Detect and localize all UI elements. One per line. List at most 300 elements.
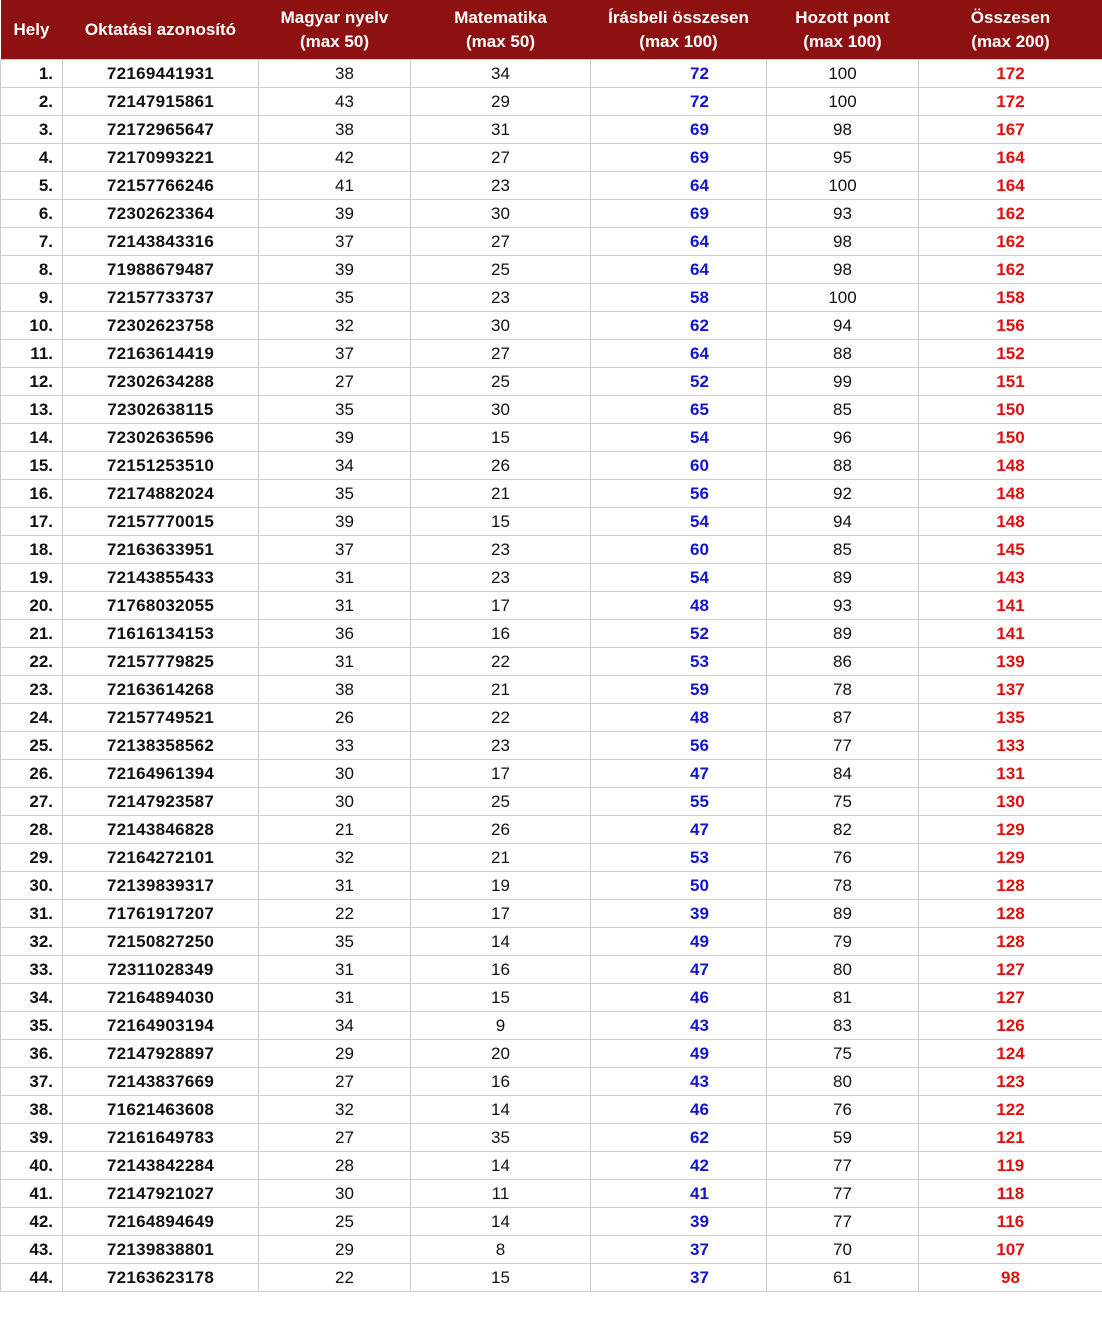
irasbeli-cell: 72 bbox=[591, 88, 767, 116]
magyar-cell: 31 bbox=[259, 984, 411, 1012]
osszesen-cell: 118 bbox=[919, 1180, 1102, 1208]
rank-cell: 35. bbox=[1, 1012, 63, 1040]
magyar-cell: 37 bbox=[259, 536, 411, 564]
rank-cell: 41. bbox=[1, 1180, 63, 1208]
osszesen-cell: 128 bbox=[919, 872, 1102, 900]
matematika-cell: 17 bbox=[411, 760, 591, 788]
rank-cell: 30. bbox=[1, 872, 63, 900]
rank-cell: 1. bbox=[1, 60, 63, 88]
table-row bbox=[1, 60, 1102, 88]
table-row bbox=[1, 368, 1102, 396]
rank-cell: 28. bbox=[1, 816, 63, 844]
id-cell: 72163633951 bbox=[63, 536, 259, 564]
osszesen-cell: 167 bbox=[919, 116, 1102, 144]
table-row bbox=[1, 1152, 1102, 1180]
hozott-cell: 100 bbox=[767, 60, 919, 88]
rank-cell: 5. bbox=[1, 172, 63, 200]
osszesen-cell: 130 bbox=[919, 788, 1102, 816]
osszesen-cell: 133 bbox=[919, 732, 1102, 760]
irasbeli-cell: 59 bbox=[591, 676, 767, 704]
irasbeli-cell: 37 bbox=[591, 1264, 767, 1292]
irasbeli-cell: 47 bbox=[591, 760, 767, 788]
matematika-cell: 9 bbox=[411, 1012, 591, 1040]
magyar-cell: 25 bbox=[259, 1208, 411, 1236]
magyar-cell: 21 bbox=[259, 816, 411, 844]
id-cell: 72143855433 bbox=[63, 564, 259, 592]
rank-cell: 21. bbox=[1, 620, 63, 648]
irasbeli-cell: 54 bbox=[591, 564, 767, 592]
id-cell: 72163614419 bbox=[63, 340, 259, 368]
rank-cell: 6. bbox=[1, 200, 63, 228]
hozott-cell: 79 bbox=[767, 928, 919, 956]
table-row bbox=[1, 1096, 1102, 1124]
hozott-cell: 86 bbox=[767, 648, 919, 676]
magyar-cell: 38 bbox=[259, 676, 411, 704]
rank-cell: 44. bbox=[1, 1264, 63, 1292]
hozott-cell: 77 bbox=[767, 732, 919, 760]
col-header-matematika bbox=[411, 0, 591, 60]
matematika-cell: 23 bbox=[411, 536, 591, 564]
col-header-matematika-label: Matematika bbox=[454, 8, 547, 28]
matematika-cell: 21 bbox=[411, 676, 591, 704]
magyar-cell: 27 bbox=[259, 1068, 411, 1096]
rank-cell: 16. bbox=[1, 480, 63, 508]
irasbeli-cell: 48 bbox=[591, 704, 767, 732]
osszesen-cell: 162 bbox=[919, 228, 1102, 256]
osszesen-cell: 139 bbox=[919, 648, 1102, 676]
osszesen-cell: 150 bbox=[919, 424, 1102, 452]
osszesen-cell: 123 bbox=[919, 1068, 1102, 1096]
magyar-cell: 28 bbox=[259, 1152, 411, 1180]
matematika-cell: 8 bbox=[411, 1236, 591, 1264]
hozott-cell: 59 bbox=[767, 1124, 919, 1152]
osszesen-cell: 124 bbox=[919, 1040, 1102, 1068]
hozott-cell: 85 bbox=[767, 536, 919, 564]
id-cell: 72150827250 bbox=[63, 928, 259, 956]
irasbeli-cell: 60 bbox=[591, 536, 767, 564]
table-row bbox=[1, 620, 1102, 648]
col-header-oktatasi-azonosito-label: Oktatási azonosító bbox=[84, 19, 237, 39]
id-cell: 72164961394 bbox=[63, 760, 259, 788]
hozott-cell: 76 bbox=[767, 1096, 919, 1124]
irasbeli-cell: 69 bbox=[591, 200, 767, 228]
magyar-cell: 42 bbox=[259, 144, 411, 172]
rank-cell: 11. bbox=[1, 340, 63, 368]
osszesen-cell: 158 bbox=[919, 284, 1102, 312]
id-cell: 72161649783 bbox=[63, 1124, 259, 1152]
rank-cell: 12. bbox=[1, 368, 63, 396]
table-row bbox=[1, 648, 1102, 676]
hozott-cell: 81 bbox=[767, 984, 919, 1012]
id-cell: 72143846828 bbox=[63, 816, 259, 844]
table-row bbox=[1, 536, 1102, 564]
matematika-cell: 23 bbox=[411, 564, 591, 592]
rank-cell: 15. bbox=[1, 452, 63, 480]
id-cell: 71768032055 bbox=[63, 592, 259, 620]
matematika-cell: 31 bbox=[411, 116, 591, 144]
table-row bbox=[1, 312, 1102, 340]
id-cell: 72143837669 bbox=[63, 1068, 259, 1096]
osszesen-cell: 128 bbox=[919, 928, 1102, 956]
hozott-cell: 88 bbox=[767, 452, 919, 480]
rank-cell: 22. bbox=[1, 648, 63, 676]
id-cell: 71616134153 bbox=[63, 620, 259, 648]
matematika-cell: 14 bbox=[411, 928, 591, 956]
osszesen-cell: 128 bbox=[919, 900, 1102, 928]
matematika-cell: 14 bbox=[411, 1208, 591, 1236]
irasbeli-cell: 55 bbox=[591, 788, 767, 816]
matematika-cell: 34 bbox=[411, 60, 591, 88]
rank-cell: 9. bbox=[1, 284, 63, 312]
col-header-irasbeli-osszesen-label: Írásbeli összesen bbox=[608, 8, 749, 28]
table-row bbox=[1, 872, 1102, 900]
matematika-cell: 17 bbox=[411, 592, 591, 620]
osszesen-cell: 116 bbox=[919, 1208, 1102, 1236]
hozott-cell: 100 bbox=[767, 284, 919, 312]
table-row bbox=[1, 116, 1102, 144]
id-cell: 71621463608 bbox=[63, 1096, 259, 1124]
id-cell: 72164894649 bbox=[63, 1208, 259, 1236]
matematika-cell: 20 bbox=[411, 1040, 591, 1068]
table-row bbox=[1, 844, 1102, 872]
magyar-cell: 34 bbox=[259, 1012, 411, 1040]
hozott-cell: 80 bbox=[767, 956, 919, 984]
matematika-cell: 11 bbox=[411, 1180, 591, 1208]
hozott-cell: 76 bbox=[767, 844, 919, 872]
id-cell: 72170993221 bbox=[63, 144, 259, 172]
rank-cell: 32. bbox=[1, 928, 63, 956]
table-row bbox=[1, 452, 1102, 480]
osszesen-cell: 143 bbox=[919, 564, 1102, 592]
id-cell: 72302623364 bbox=[63, 200, 259, 228]
id-cell: 72302634288 bbox=[63, 368, 259, 396]
hozott-cell: 82 bbox=[767, 816, 919, 844]
matematika-cell: 27 bbox=[411, 228, 591, 256]
magyar-cell: 36 bbox=[259, 620, 411, 648]
irasbeli-cell: 43 bbox=[591, 1012, 767, 1040]
matematika-cell: 25 bbox=[411, 368, 591, 396]
col-header-oktatasi-azonosito bbox=[63, 0, 259, 60]
matematika-cell: 30 bbox=[411, 200, 591, 228]
osszesen-cell: 152 bbox=[919, 340, 1102, 368]
hozott-cell: 77 bbox=[767, 1180, 919, 1208]
table-row bbox=[1, 1264, 1102, 1292]
id-cell: 72157733737 bbox=[63, 284, 259, 312]
matematika-cell: 23 bbox=[411, 732, 591, 760]
magyar-cell: 35 bbox=[259, 480, 411, 508]
matematika-cell: 15 bbox=[411, 984, 591, 1012]
id-cell: 72164272101 bbox=[63, 844, 259, 872]
col-header-hozott-pont bbox=[767, 0, 919, 60]
irasbeli-cell: 42 bbox=[591, 1152, 767, 1180]
matematika-cell: 14 bbox=[411, 1152, 591, 1180]
magyar-cell: 27 bbox=[259, 368, 411, 396]
matematika-cell: 25 bbox=[411, 788, 591, 816]
osszesen-cell: 151 bbox=[919, 368, 1102, 396]
magyar-cell: 33 bbox=[259, 732, 411, 760]
magyar-cell: 35 bbox=[259, 928, 411, 956]
rank-cell: 18. bbox=[1, 536, 63, 564]
id-cell: 72311028349 bbox=[63, 956, 259, 984]
rank-cell: 36. bbox=[1, 1040, 63, 1068]
rank-cell: 24. bbox=[1, 704, 63, 732]
table-row bbox=[1, 424, 1102, 452]
osszesen-cell: 164 bbox=[919, 172, 1102, 200]
table-row bbox=[1, 1124, 1102, 1152]
matematika-cell: 23 bbox=[411, 284, 591, 312]
col-header-osszesen-sub: (max 200) bbox=[971, 31, 1050, 51]
hozott-cell: 80 bbox=[767, 1068, 919, 1096]
magyar-cell: 37 bbox=[259, 340, 411, 368]
osszesen-cell: 121 bbox=[919, 1124, 1102, 1152]
rank-cell: 27. bbox=[1, 788, 63, 816]
magyar-cell: 38 bbox=[259, 116, 411, 144]
matematika-cell: 25 bbox=[411, 256, 591, 284]
matematika-cell: 29 bbox=[411, 88, 591, 116]
table-row bbox=[1, 564, 1102, 592]
magyar-cell: 31 bbox=[259, 956, 411, 984]
magyar-cell: 26 bbox=[259, 704, 411, 732]
matematika-cell: 30 bbox=[411, 396, 591, 424]
header-row bbox=[1, 0, 1102, 60]
id-cell: 72157770015 bbox=[63, 508, 259, 536]
id-cell: 72302623758 bbox=[63, 312, 259, 340]
irasbeli-cell: 39 bbox=[591, 900, 767, 928]
matematika-cell: 21 bbox=[411, 480, 591, 508]
id-cell: 71761917207 bbox=[63, 900, 259, 928]
matematika-cell: 26 bbox=[411, 452, 591, 480]
irasbeli-cell: 53 bbox=[591, 844, 767, 872]
magyar-cell: 39 bbox=[259, 256, 411, 284]
magyar-cell: 29 bbox=[259, 1040, 411, 1068]
matematika-cell: 22 bbox=[411, 648, 591, 676]
osszesen-cell: 150 bbox=[919, 396, 1102, 424]
col-header-matematika-sub: (max 50) bbox=[466, 31, 535, 51]
table-row bbox=[1, 1068, 1102, 1096]
id-cell: 72164903194 bbox=[63, 1012, 259, 1040]
osszesen-cell: 135 bbox=[919, 704, 1102, 732]
hozott-cell: 75 bbox=[767, 1040, 919, 1068]
osszesen-cell: 148 bbox=[919, 508, 1102, 536]
id-cell: 72163614268 bbox=[63, 676, 259, 704]
col-header-irasbeli-osszesen bbox=[591, 0, 767, 60]
col-header-magyar-nyelv-label: Magyar nyelv bbox=[280, 8, 389, 28]
irasbeli-cell: 46 bbox=[591, 984, 767, 1012]
magyar-cell: 39 bbox=[259, 200, 411, 228]
osszesen-cell: 127 bbox=[919, 984, 1102, 1012]
matematika-cell: 22 bbox=[411, 704, 591, 732]
rank-cell: 7. bbox=[1, 228, 63, 256]
hozott-cell: 89 bbox=[767, 564, 919, 592]
irasbeli-cell: 62 bbox=[591, 312, 767, 340]
magyar-cell: 22 bbox=[259, 1264, 411, 1292]
rank-cell: 31. bbox=[1, 900, 63, 928]
table-row bbox=[1, 200, 1102, 228]
irasbeli-cell: 60 bbox=[591, 452, 767, 480]
magyar-cell: 39 bbox=[259, 508, 411, 536]
magyar-cell: 31 bbox=[259, 564, 411, 592]
hozott-cell: 100 bbox=[767, 88, 919, 116]
irasbeli-cell: 52 bbox=[591, 368, 767, 396]
table-row bbox=[1, 984, 1102, 1012]
magyar-cell: 41 bbox=[259, 172, 411, 200]
table-row bbox=[1, 592, 1102, 620]
table-row bbox=[1, 928, 1102, 956]
osszesen-cell: 129 bbox=[919, 844, 1102, 872]
id-cell: 72172965647 bbox=[63, 116, 259, 144]
table-row bbox=[1, 1040, 1102, 1068]
matematika-cell: 16 bbox=[411, 1068, 591, 1096]
rank-cell: 14. bbox=[1, 424, 63, 452]
hozott-cell: 94 bbox=[767, 312, 919, 340]
hozott-cell: 89 bbox=[767, 620, 919, 648]
table-row bbox=[1, 256, 1102, 284]
magyar-cell: 22 bbox=[259, 900, 411, 928]
col-header-magyar-nyelv bbox=[259, 0, 411, 60]
hozott-cell: 93 bbox=[767, 200, 919, 228]
osszesen-cell: 131 bbox=[919, 760, 1102, 788]
irasbeli-cell: 58 bbox=[591, 284, 767, 312]
magyar-cell: 35 bbox=[259, 284, 411, 312]
irasbeli-cell: 65 bbox=[591, 396, 767, 424]
rank-cell: 39. bbox=[1, 1124, 63, 1152]
irasbeli-cell: 69 bbox=[591, 116, 767, 144]
magyar-cell: 29 bbox=[259, 1236, 411, 1264]
irasbeli-cell: 69 bbox=[591, 144, 767, 172]
col-header-osszesen-label: Összesen bbox=[970, 8, 1051, 28]
osszesen-cell: 137 bbox=[919, 676, 1102, 704]
table-row bbox=[1, 676, 1102, 704]
rank-cell: 4. bbox=[1, 144, 63, 172]
irasbeli-cell: 56 bbox=[591, 732, 767, 760]
magyar-cell: 27 bbox=[259, 1124, 411, 1152]
col-header-hozott-pont-label: Hozott pont bbox=[795, 8, 890, 28]
table-row bbox=[1, 788, 1102, 816]
id-cell: 72169441931 bbox=[63, 60, 259, 88]
magyar-cell: 39 bbox=[259, 424, 411, 452]
table-row bbox=[1, 144, 1102, 172]
rank-cell: 34. bbox=[1, 984, 63, 1012]
irasbeli-cell: 41 bbox=[591, 1180, 767, 1208]
magyar-cell: 31 bbox=[259, 872, 411, 900]
rank-cell: 20. bbox=[1, 592, 63, 620]
matematika-cell: 35 bbox=[411, 1124, 591, 1152]
hozott-cell: 78 bbox=[767, 872, 919, 900]
magyar-cell: 30 bbox=[259, 1180, 411, 1208]
hozott-cell: 70 bbox=[767, 1236, 919, 1264]
irasbeli-cell: 64 bbox=[591, 340, 767, 368]
id-cell: 72147915861 bbox=[63, 88, 259, 116]
table-row bbox=[1, 228, 1102, 256]
magyar-cell: 32 bbox=[259, 312, 411, 340]
hozott-cell: 93 bbox=[767, 592, 919, 620]
magyar-cell: 31 bbox=[259, 648, 411, 676]
irasbeli-cell: 48 bbox=[591, 592, 767, 620]
rank-cell: 29. bbox=[1, 844, 63, 872]
id-cell: 72157779825 bbox=[63, 648, 259, 676]
irasbeli-cell: 62 bbox=[591, 1124, 767, 1152]
hozott-cell: 85 bbox=[767, 396, 919, 424]
rank-cell: 33. bbox=[1, 956, 63, 984]
irasbeli-cell: 52 bbox=[591, 620, 767, 648]
table-row bbox=[1, 1012, 1102, 1040]
matematika-cell: 21 bbox=[411, 844, 591, 872]
irasbeli-cell: 47 bbox=[591, 956, 767, 984]
matematika-cell: 19 bbox=[411, 872, 591, 900]
irasbeli-cell: 49 bbox=[591, 928, 767, 956]
rank-cell: 13. bbox=[1, 396, 63, 424]
id-cell: 72157749521 bbox=[63, 704, 259, 732]
id-cell: 72157766246 bbox=[63, 172, 259, 200]
rank-cell: 8. bbox=[1, 256, 63, 284]
magyar-cell: 37 bbox=[259, 228, 411, 256]
irasbeli-cell: 39 bbox=[591, 1208, 767, 1236]
osszesen-cell: 129 bbox=[919, 816, 1102, 844]
osszesen-cell: 172 bbox=[919, 60, 1102, 88]
hozott-cell: 98 bbox=[767, 228, 919, 256]
hozott-cell: 84 bbox=[767, 760, 919, 788]
rank-cell: 19. bbox=[1, 564, 63, 592]
rank-cell: 43. bbox=[1, 1236, 63, 1264]
col-header-hely bbox=[1, 0, 63, 60]
osszesen-cell: 141 bbox=[919, 620, 1102, 648]
id-cell: 72147921027 bbox=[63, 1180, 259, 1208]
table-row bbox=[1, 704, 1102, 732]
osszesen-cell: 172 bbox=[919, 88, 1102, 116]
id-cell: 72164894030 bbox=[63, 984, 259, 1012]
irasbeli-cell: 54 bbox=[591, 424, 767, 452]
irasbeli-cell: 49 bbox=[591, 1040, 767, 1068]
table-row bbox=[1, 480, 1102, 508]
osszesen-cell: 141 bbox=[919, 592, 1102, 620]
osszesen-cell: 98 bbox=[919, 1264, 1102, 1292]
hozott-cell: 98 bbox=[767, 116, 919, 144]
hozott-cell: 94 bbox=[767, 508, 919, 536]
table-row bbox=[1, 900, 1102, 928]
id-cell: 72139838801 bbox=[63, 1236, 259, 1264]
irasbeli-cell: 47 bbox=[591, 816, 767, 844]
id-cell: 72143842284 bbox=[63, 1152, 259, 1180]
hozott-cell: 77 bbox=[767, 1152, 919, 1180]
rank-cell: 38. bbox=[1, 1096, 63, 1124]
osszesen-cell: 162 bbox=[919, 256, 1102, 284]
matematika-cell: 30 bbox=[411, 312, 591, 340]
hozott-cell: 78 bbox=[767, 676, 919, 704]
id-cell: 72163623178 bbox=[63, 1264, 259, 1292]
id-cell: 71988679487 bbox=[63, 256, 259, 284]
matematika-cell: 23 bbox=[411, 172, 591, 200]
table-row bbox=[1, 396, 1102, 424]
table-row bbox=[1, 732, 1102, 760]
irasbeli-cell: 43 bbox=[591, 1068, 767, 1096]
irasbeli-cell: 56 bbox=[591, 480, 767, 508]
hozott-cell: 75 bbox=[767, 788, 919, 816]
col-header-magyar-nyelv-sub: (max 50) bbox=[300, 31, 369, 51]
id-cell: 72302636596 bbox=[63, 424, 259, 452]
matematika-cell: 27 bbox=[411, 144, 591, 172]
rank-cell: 42. bbox=[1, 1208, 63, 1236]
irasbeli-cell: 53 bbox=[591, 648, 767, 676]
magyar-cell: 32 bbox=[259, 1096, 411, 1124]
id-cell: 72151253510 bbox=[63, 452, 259, 480]
table-row bbox=[1, 284, 1102, 312]
rank-cell: 3. bbox=[1, 116, 63, 144]
magyar-cell: 35 bbox=[259, 396, 411, 424]
osszesen-cell: 119 bbox=[919, 1152, 1102, 1180]
irasbeli-cell: 46 bbox=[591, 1096, 767, 1124]
table-row bbox=[1, 340, 1102, 368]
table-row bbox=[1, 956, 1102, 984]
